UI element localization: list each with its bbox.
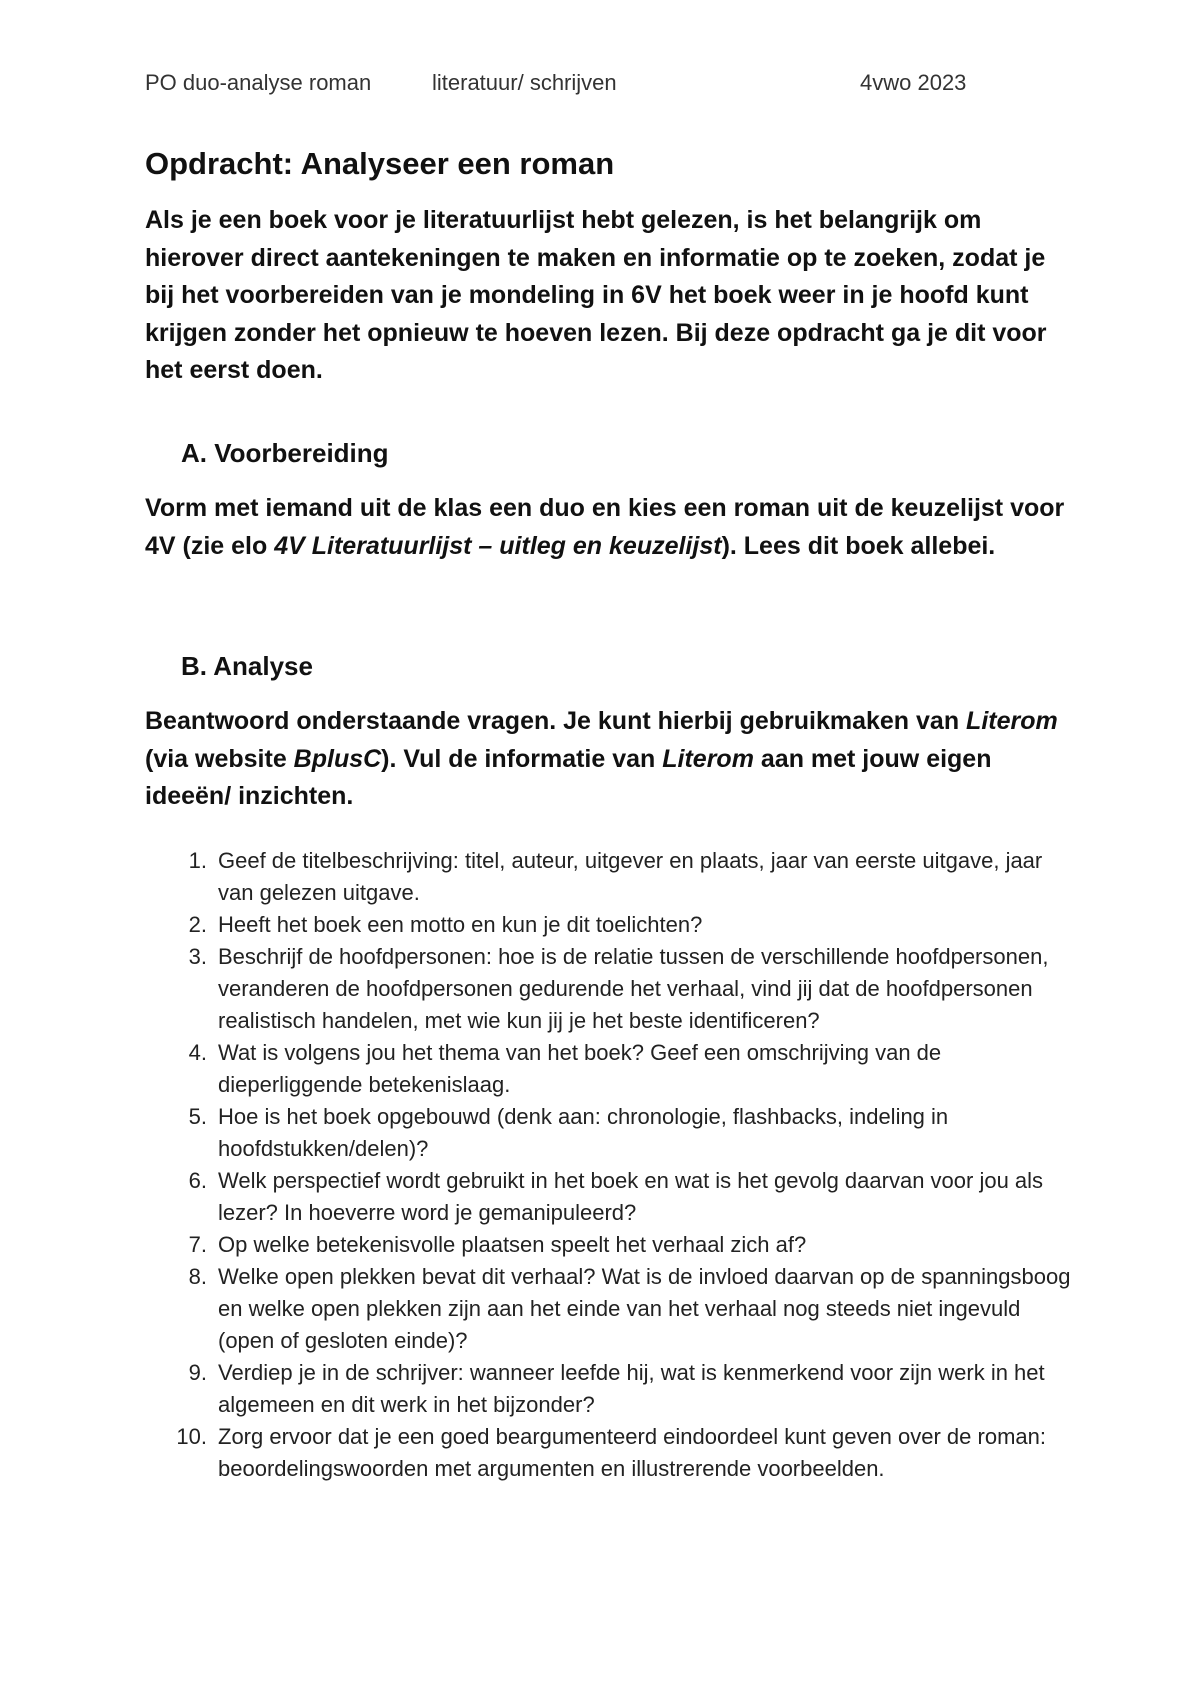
section-a-heading: A. Voorbereiding xyxy=(181,438,389,468)
document-title: Opdracht: Analyseer een roman xyxy=(145,146,615,181)
header-subject: literatuur/ schrijven xyxy=(432,70,617,95)
page-header xyxy=(145,70,1045,100)
section-b-italic-literom: Literom xyxy=(966,707,1058,735)
question-text: Wat is volgens jou het thema van het boek? Geef een omschrijving van de dieperliggende betekenislaag. xyxy=(218,1040,942,1097)
question-number: 7. xyxy=(188,1232,207,1257)
section-b-text-2: (via website xyxy=(145,744,294,773)
section-b-text-1: Beantwoord onderstaande vragen. Je kunt hierbij gebruikmaken van xyxy=(145,707,967,735)
question-number: 6. xyxy=(188,1168,207,1193)
question-number: 1. xyxy=(188,848,207,873)
section-b-italic-literom-2: Literom xyxy=(662,744,754,773)
question-item xyxy=(145,845,1075,909)
intro-paragraph: Als je een boek voor je literatuurlijst hebt gelezen, is het belangrijk om hierover direct aantekeningen te maken en informatie op te zoeken, zodat je bij het voorbereiden van je mondeling in 6V het boek weer in je hoofd kunt krijgen zonder het opnieuw te hoeven lezen. Bij deze opdracht ga je dit voor het eerst doen. xyxy=(145,206,1047,384)
header-course: PO duo-analyse roman xyxy=(145,70,372,95)
question-number: 10. xyxy=(176,1424,207,1449)
question-item xyxy=(145,1357,1075,1421)
question-number: 3. xyxy=(188,944,207,969)
question-item xyxy=(145,1421,1075,1485)
section-a-italic-reference: 4V Literatuurlijst – uitleg en keuzelijst xyxy=(274,531,722,560)
question-item xyxy=(145,1037,1075,1101)
question-text: Beschrijf de hoofdpersonen: hoe is de relatie tussen de verschillende hoofdpersonen, veranderen de hoofdpersonen gedurende het verhaal, vind jij dat de hoofdpersonen realistisch handelen, met wie kun jij je het beste identificeren? xyxy=(218,944,1049,1033)
section-b-heading: B. Analyse xyxy=(181,651,313,681)
question-text: Hoe is het boek opgebouwd (denk aan: chronologie, flashbacks, indeling in hoofdstukken/delen)? xyxy=(218,1104,949,1161)
question-text: Zorg ervoor dat je een goed beargumenteerd eindoordeel kunt geven over de roman: beoordelingswoorden met argumenten en illustrerende voorbeelden. xyxy=(218,1424,1046,1481)
question-number: 2. xyxy=(188,912,207,937)
header-class-year: 4vwo 2023 xyxy=(860,70,967,95)
section-a-text-1: Vorm met iemand uit de klas een duo en kies een roman uit de keuzelijst voor 4V (zie elo xyxy=(145,494,1065,560)
question-item xyxy=(145,1261,1075,1357)
question-item xyxy=(145,1229,1075,1261)
question-number: 5. xyxy=(188,1104,207,1129)
question-text: Welke open plekken bevat dit verhaal? Wat is de invloed daarvan op de spanningsboog en welke open plekken zijn aan het einde van het verhaal nog steeds niet ingevuld (open of gesloten einde)? xyxy=(218,1264,1071,1353)
question-text: Geef de titelbeschrijving: titel, auteur, uitgever en plaats, jaar van eerste uitgave, jaar van gelezen uitgave. xyxy=(218,848,1043,905)
question-list xyxy=(145,845,1075,1485)
question-text: Op welke betekenisvolle plaatsen speelt het verhaal zich af? xyxy=(218,1232,807,1257)
question-text: Verdiep je in de schrijver: wanneer leefde hij, wat is kenmerkend voor zijn werk in het algemeen en dit werk in het bijzonder? xyxy=(218,1360,1045,1417)
question-number: 8. xyxy=(188,1264,207,1289)
section-b-text-3: ). Vul de informatie van xyxy=(381,744,663,773)
question-item xyxy=(145,941,1075,1037)
question-number: 4. xyxy=(188,1040,207,1065)
question-item xyxy=(145,1165,1075,1229)
section-b-paragraph xyxy=(145,703,1075,816)
question-text: Welk perspectief wordt gebruikt in het boek en wat is het gevolg daarvan voor jou als lezer? In hoeverre word je gemanipuleerd? xyxy=(218,1168,1044,1225)
question-number: 9. xyxy=(188,1360,207,1385)
question-item xyxy=(145,1101,1075,1165)
section-b-italic-bplusc: BplusC xyxy=(293,744,382,773)
question-item xyxy=(145,909,1075,941)
section-b-text-4: aan met jouw eigen ideeën/ inzichten. xyxy=(145,744,992,810)
section-a-text-2: ). Lees dit boek allebei. xyxy=(721,531,996,560)
section-a-paragraph xyxy=(145,490,1075,565)
question-text: Heeft het boek een motto en kun je dit toelichten? xyxy=(218,912,703,937)
